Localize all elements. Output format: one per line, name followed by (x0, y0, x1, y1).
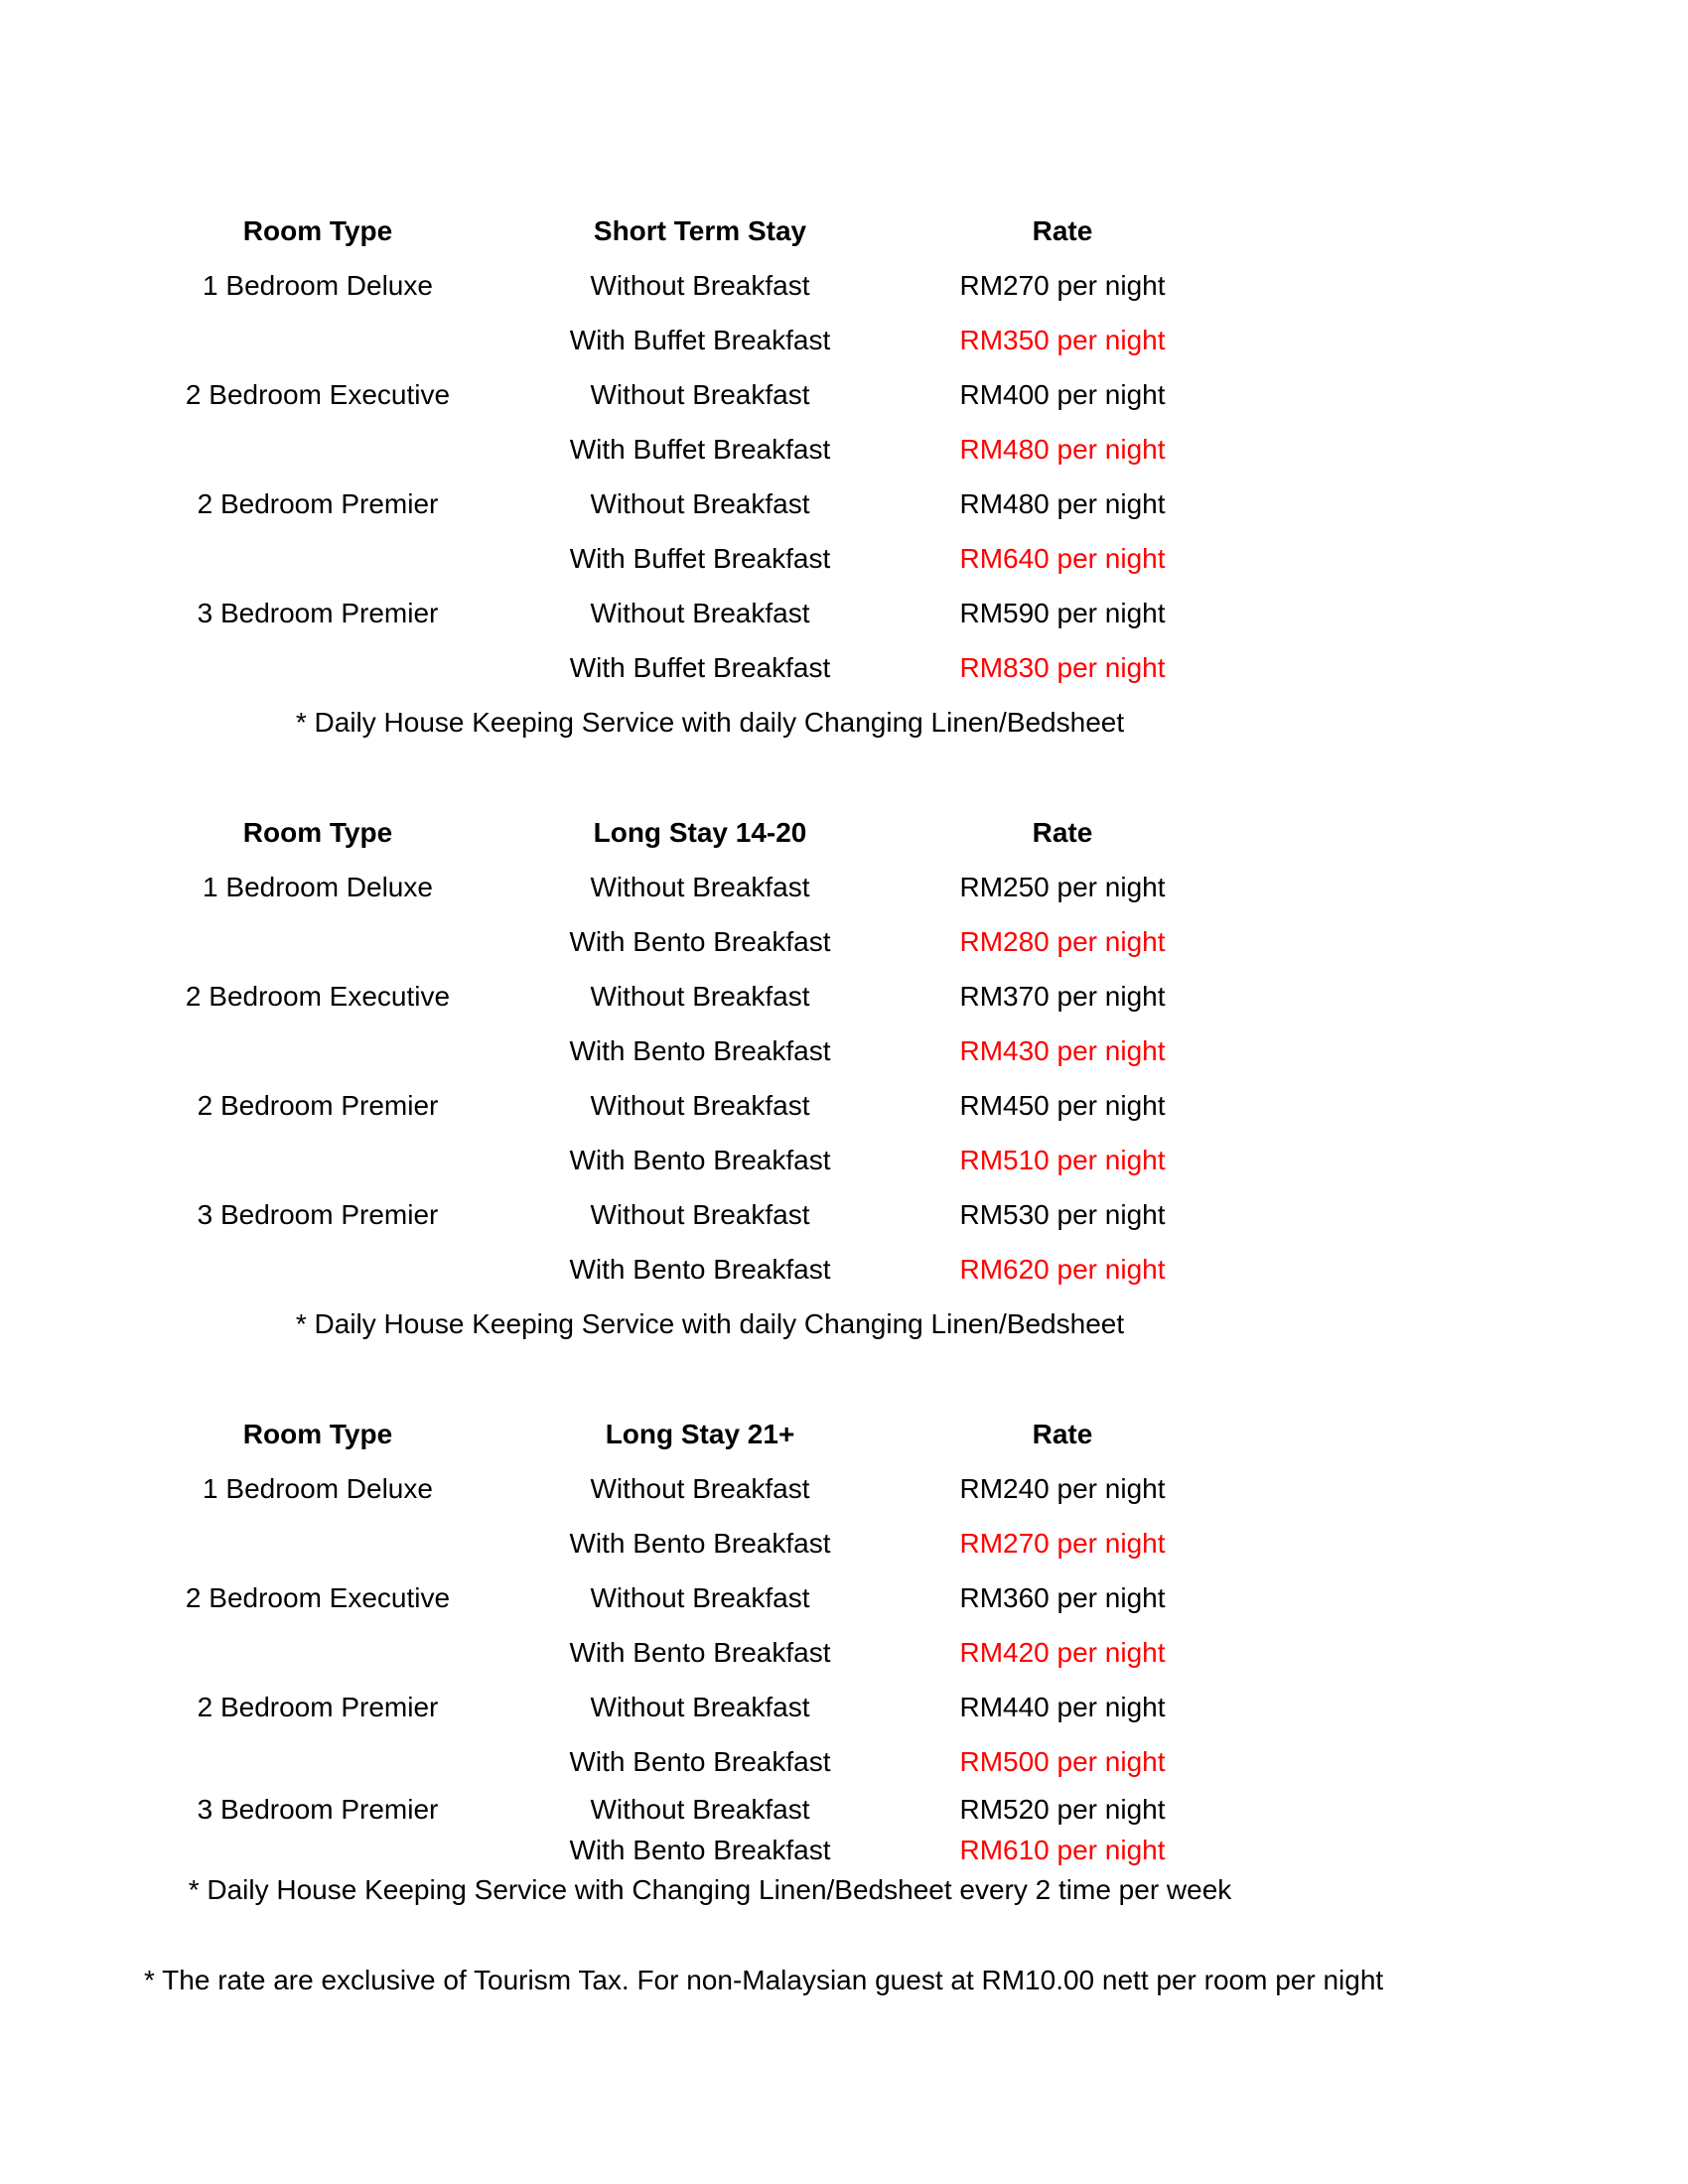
table-row (0, 1187, 1688, 1242)
room-type-cell: 2 Bedroom Premier (197, 1090, 439, 1121)
breakfast-option-cell: With Bento Breakfast (569, 1637, 831, 1668)
table-row (0, 1516, 1688, 1570)
rate-cell: RM450 per night (959, 1090, 1166, 1121)
rate-cell: RM370 per night (959, 981, 1166, 1012)
room-type-cell: 2 Bedroom Premier (197, 1692, 439, 1722)
room-type-header: Room Type (242, 1419, 393, 1449)
room-type-cell: 2 Bedroom Executive (185, 379, 451, 410)
long-stay-21-plus-section (0, 1407, 1688, 1910)
rate-cell: RM500 per night (959, 1746, 1166, 1777)
rate-cell: RM270 per night (959, 270, 1166, 301)
long-stay-14-20-section (0, 805, 1688, 1351)
rate-cell: RM590 per night (959, 598, 1166, 628)
table-row (0, 1625, 1688, 1680)
rate-cell: RM640 per night (959, 543, 1166, 574)
rate-cell: RM520 per night (959, 1794, 1166, 1825)
rate-cell: RM250 per night (959, 872, 1166, 902)
rate-cell: RM420 per night (959, 1637, 1166, 1668)
room-type-cell: 2 Bedroom Premier (197, 488, 439, 519)
breakfast-option-cell: With Buffet Breakfast (569, 434, 831, 465)
table-header-row (0, 1407, 1688, 1461)
room-type-cell: 3 Bedroom Premier (197, 598, 439, 628)
table-row (0, 1680, 1688, 1734)
table-row (0, 422, 1688, 477)
breakfast-option-cell: Without Breakfast (590, 872, 810, 902)
table-header-row (0, 805, 1688, 860)
room-type-cell: 2 Bedroom Executive (185, 1582, 451, 1613)
breakfast-option-cell: Without Breakfast (590, 1582, 810, 1613)
tourism-tax-footnote: * The rate are exclusive of Tourism Tax. For non-Malaysian guest at RM10.00 nett per room per night (144, 1965, 1384, 1995)
room-type-header: Room Type (242, 817, 393, 848)
table-row (0, 914, 1688, 969)
breakfast-option-cell: Without Breakfast (590, 1692, 810, 1722)
rate-cell: RM480 per night (959, 434, 1166, 465)
rate-cell: RM620 per night (959, 1254, 1166, 1285)
breakfast-option-cell: Without Breakfast (590, 981, 810, 1012)
table-header-row (0, 204, 1688, 258)
rate-cell: RM350 per night (959, 325, 1166, 355)
rate-cell: RM610 per night (959, 1835, 1166, 1865)
breakfast-option-cell: Without Breakfast (590, 379, 810, 410)
room-type-cell: 2 Bedroom Executive (185, 981, 451, 1012)
table-row (0, 640, 1688, 695)
breakfast-option-cell: Without Breakfast (590, 598, 810, 628)
table-row (0, 1830, 1688, 1870)
breakfast-option-cell: With Bento Breakfast (569, 1835, 831, 1865)
breakfast-option-cell: With Bento Breakfast (569, 1528, 831, 1559)
short-term-stay-section (0, 204, 1688, 750)
housekeeping-note: * Daily House Keeping Service with daily Changing Linen/Bedsheet (295, 1308, 1125, 1339)
table-row (0, 531, 1688, 586)
rate-cell: RM430 per night (959, 1035, 1166, 1066)
table-row (0, 969, 1688, 1024)
breakfast-option-cell: Without Breakfast (590, 1794, 810, 1825)
rate-cell: RM530 per night (959, 1199, 1166, 1230)
rate-cell: RM400 per night (959, 379, 1166, 410)
breakfast-option-cell: Without Breakfast (590, 1473, 810, 1504)
table-row (0, 1024, 1688, 1078)
rate-cell: RM480 per night (959, 488, 1166, 519)
room-type-cell: 1 Bedroom Deluxe (203, 270, 433, 301)
rate-header: Rate (1032, 817, 1093, 848)
table-row (0, 477, 1688, 531)
breakfast-option-cell: Without Breakfast (590, 1090, 810, 1121)
table-row (0, 258, 1688, 313)
breakfast-option-cell: Without Breakfast (590, 270, 810, 301)
table-row (0, 1789, 1688, 1830)
table-row (0, 367, 1688, 422)
table-row (0, 1734, 1688, 1789)
rate-cell: RM510 per night (959, 1145, 1166, 1175)
rate-cell: RM280 per night (959, 926, 1166, 957)
housekeeping-note: * Daily House Keeping Service with daily Changing Linen/Bedsheet (295, 707, 1125, 738)
rate-cell: RM360 per night (959, 1582, 1166, 1613)
rate-cell: RM830 per night (959, 652, 1166, 683)
table-row (0, 586, 1688, 640)
breakfast-option-cell: With Bento Breakfast (569, 1145, 831, 1175)
stay-type-header: Long Stay 14-20 (593, 817, 807, 848)
room-type-cell: 1 Bedroom Deluxe (203, 872, 433, 902)
breakfast-option-cell: With Buffet Breakfast (569, 543, 831, 574)
housekeeping-note: * Daily House Keeping Service with Changing Linen/Bedsheet every 2 time per week (188, 1874, 1232, 1905)
breakfast-option-cell: With Bento Breakfast (569, 1035, 831, 1066)
rate-cell: RM440 per night (959, 1692, 1166, 1722)
stay-type-header: Short Term Stay (593, 215, 807, 246)
table-row (0, 313, 1688, 367)
table-row (0, 1078, 1688, 1133)
breakfast-option-cell: Without Breakfast (590, 488, 810, 519)
table-row (0, 1242, 1688, 1297)
table-row (0, 1461, 1688, 1516)
rate-cell: RM240 per night (959, 1473, 1166, 1504)
room-type-cell: 1 Bedroom Deluxe (203, 1473, 433, 1504)
table-row (0, 860, 1688, 914)
breakfast-option-cell: With Buffet Breakfast (569, 325, 831, 355)
stay-type-header: Long Stay 21+ (605, 1419, 795, 1449)
room-type-cell: 3 Bedroom Premier (197, 1199, 439, 1230)
breakfast-option-cell: With Bento Breakfast (569, 1746, 831, 1777)
rate-header: Rate (1032, 215, 1093, 246)
table-row (0, 1133, 1688, 1187)
rate-header: Rate (1032, 1419, 1093, 1449)
breakfast-option-cell: Without Breakfast (590, 1199, 810, 1230)
breakfast-option-cell: With Buffet Breakfast (569, 652, 831, 683)
breakfast-option-cell: With Bento Breakfast (569, 926, 831, 957)
rate-cell: RM270 per night (959, 1528, 1166, 1559)
room-type-cell: 3 Bedroom Premier (197, 1794, 439, 1825)
table-row (0, 1570, 1688, 1625)
breakfast-option-cell: With Bento Breakfast (569, 1254, 831, 1285)
room-type-header: Room Type (242, 215, 393, 246)
